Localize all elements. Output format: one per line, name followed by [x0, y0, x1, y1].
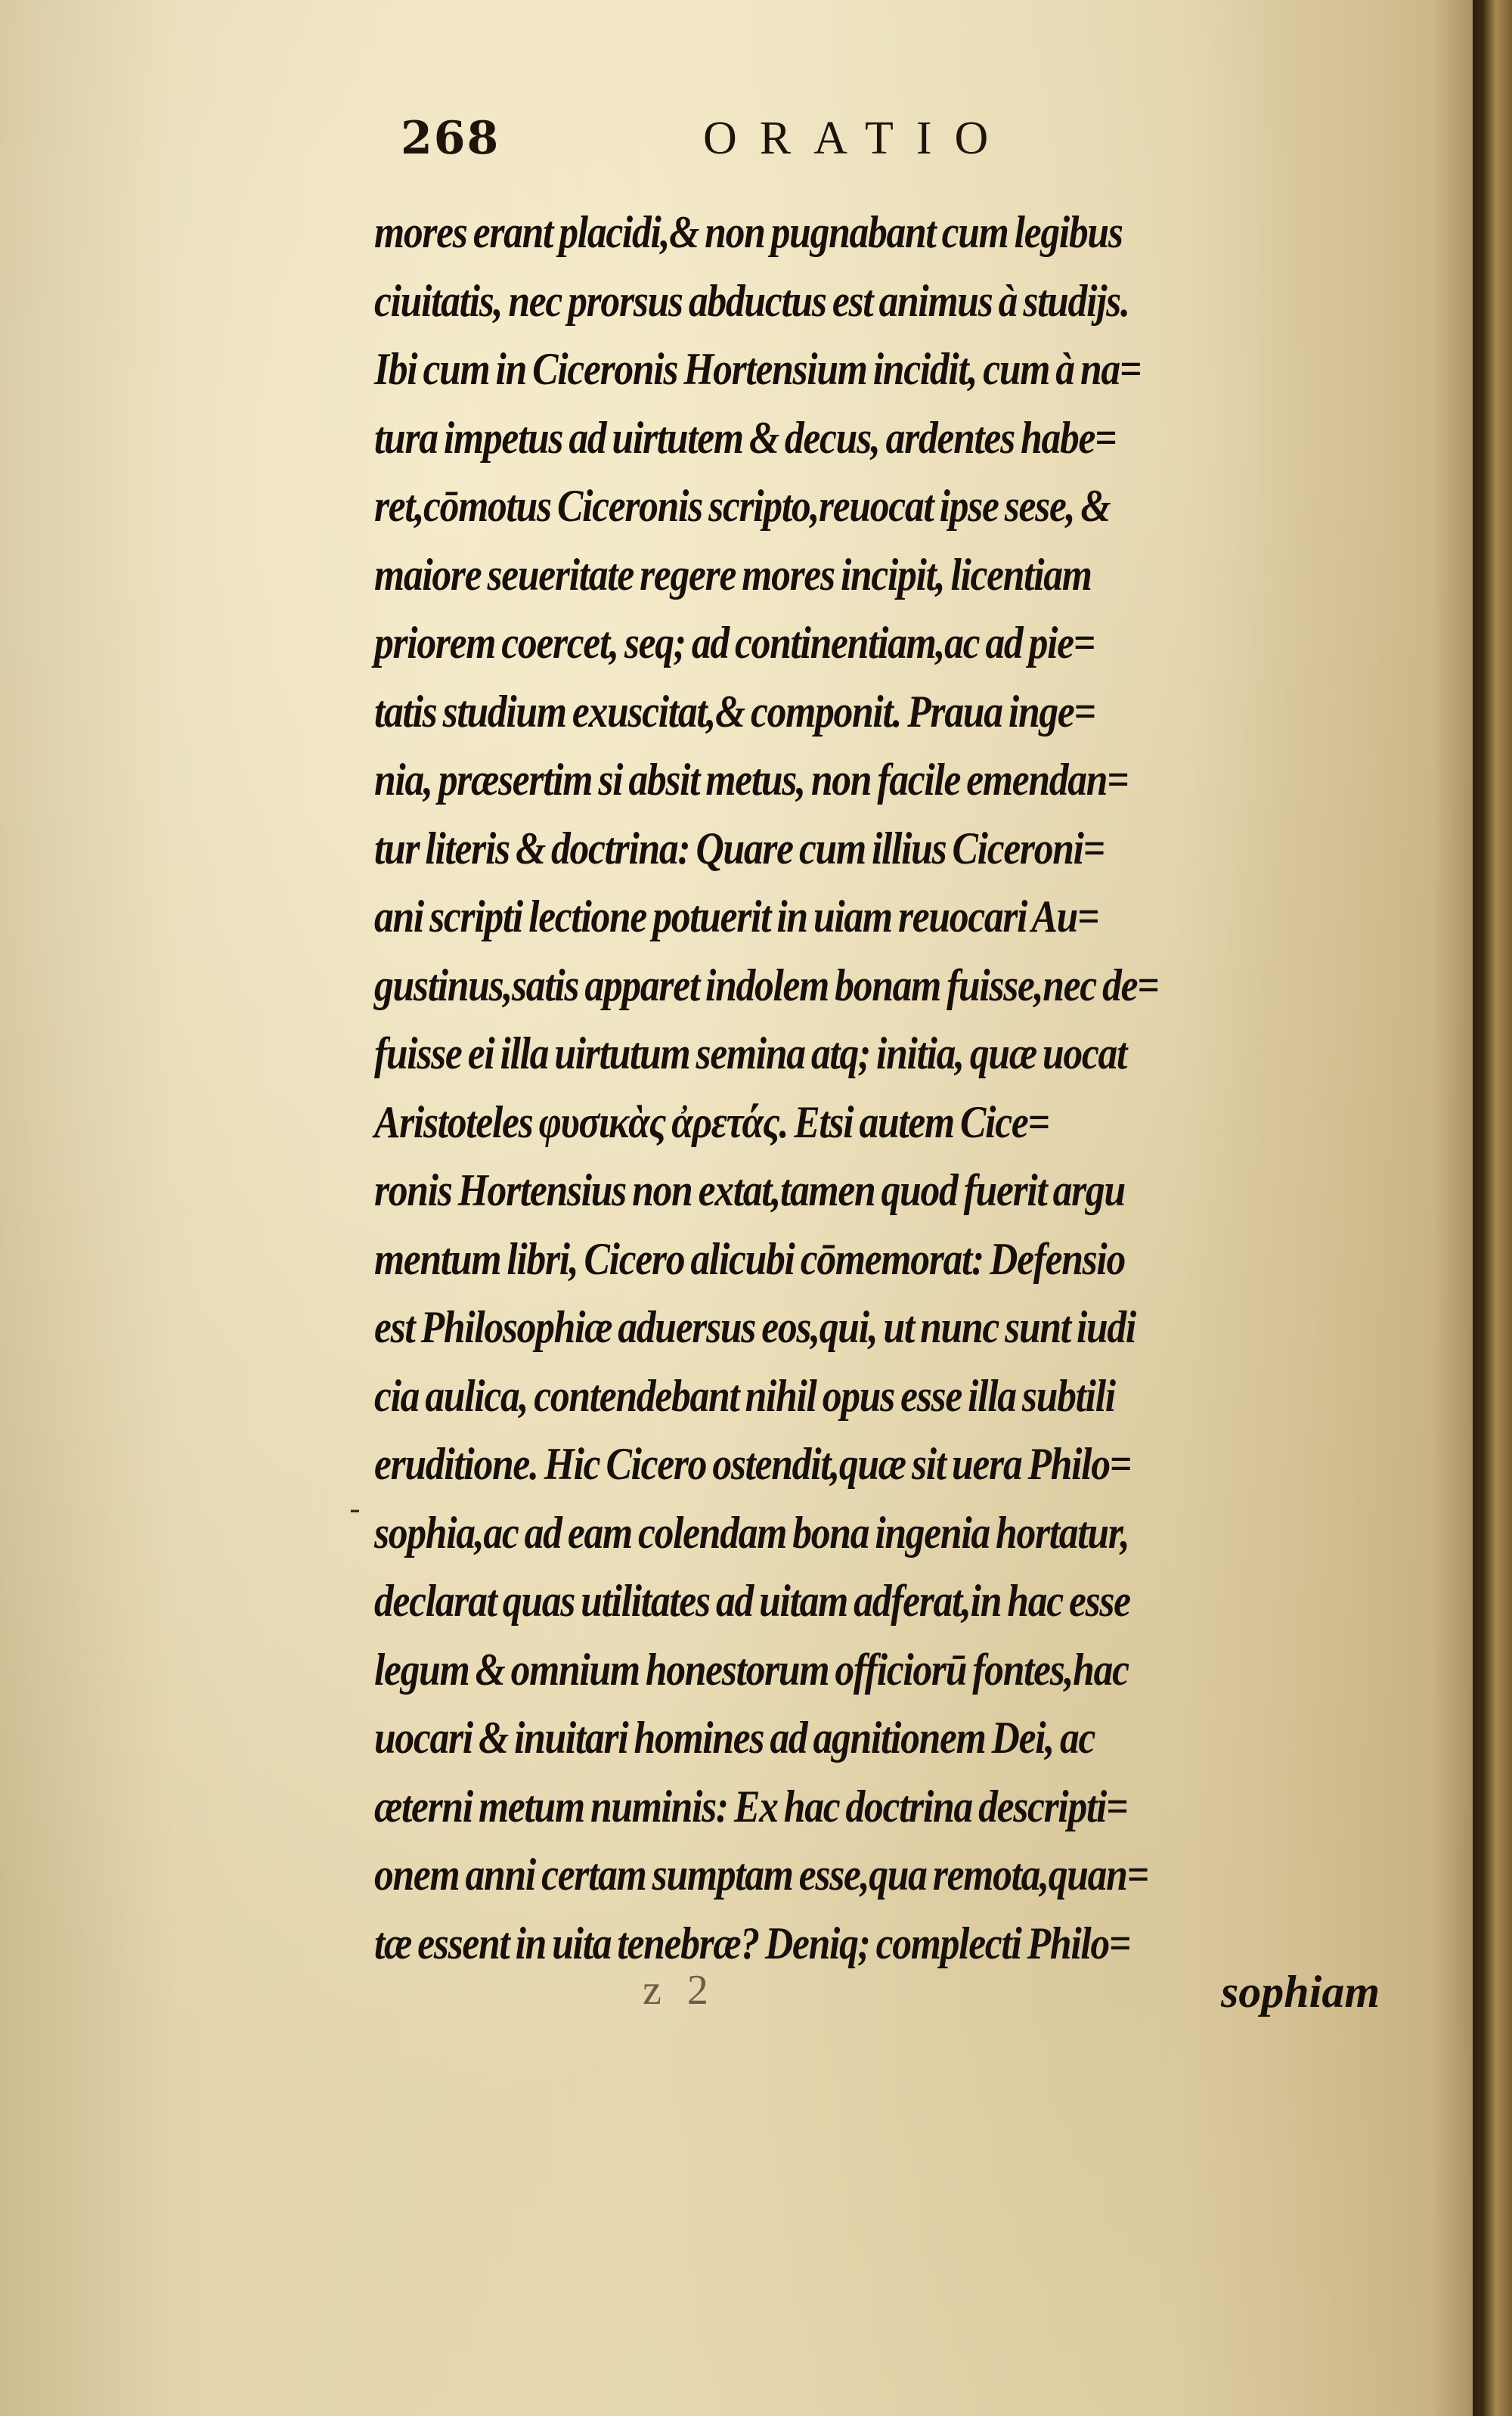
body-text — [374, 198, 1380, 1977]
text-line: mores erant placidi,& non pugnabant cum legibus — [374, 207, 1123, 257]
text-line: æterni metum numinis: Ex hac doctrina descripti= — [374, 1781, 1128, 1831]
book-gutter — [1473, 0, 1512, 2416]
text-line: ani scripti lectione potuerit in uiam reuocari Au= — [374, 892, 1099, 941]
text-line: ret,cōmotus Ciceronis scripto,reuocat ipse sese, & — [374, 481, 1111, 531]
text-line: uocari & inuitari homines ad agnitionem Dei, ac — [374, 1713, 1095, 1763]
page-header — [401, 106, 1346, 174]
text-line: tæ essent in uita tenebræ? Deniq; complecti Philo= — [374, 1918, 1131, 1968]
margin-dash: - — [349, 1490, 361, 1528]
text-line: eruditione. Hic Cicero ostendit,quæ sit uera Philo= — [374, 1439, 1131, 1489]
text-line: ronis Hortensius non extat,tamen quod fuerit argu — [374, 1165, 1125, 1215]
text-line: nia, præsertim si absit metus, non facile emendan= — [374, 755, 1129, 805]
running-title: ORATIO — [703, 113, 1012, 164]
text-line: mentum libri, Cicero alicubi cōmemorat: Defensio — [374, 1233, 1125, 1284]
text-line: declarat quas utilitates ad uitam adferat,in hac esse — [374, 1576, 1130, 1626]
text-line: fuisse ei illa uirtutum semina atq; initia, quæ uocat — [374, 1028, 1127, 1078]
signature-mark: z 2 — [643, 1967, 716, 2014]
page-footer — [374, 1959, 1380, 2027]
text-line: cia aulica, contendebant nihil opus esse illa subtili — [374, 1370, 1115, 1421]
text-line: maiore seueritate regere mores incipit, licentiam — [374, 549, 1092, 600]
text-line: Aristoteles φυσικὰς ἀρετάς. Etsi autem Cice= — [374, 1096, 1049, 1147]
text-line: onem anni certam sumptam esse,qua remota,quan= — [374, 1850, 1148, 1900]
text-line: ciuitatis, nec prorsus abductus est animus à studijs. — [374, 275, 1129, 326]
page-number: 268 — [401, 112, 500, 165]
text-line: priorem coercet, seq; ad continentiam,ac ad pie= — [374, 618, 1095, 668]
catchword: sophiam — [1220, 1967, 1380, 2017]
text-line: Ibi cum in Ciceronis Hortensium incidit, cum à na= — [374, 344, 1142, 394]
text-line: sophia,ac ad eam colendam bona ingenia hortatur, — [374, 1507, 1129, 1558]
text-line: est Philosophiæ aduersus eos,qui, ut nunc sunt iudi — [374, 1302, 1136, 1352]
text-line: tur literis & doctrina: Quare cum illius Ciceroni= — [374, 823, 1105, 873]
spine-shadow — [1433, 0, 1474, 2416]
text-line: tura impetus ad uirtutem & decus, ardentes habe= — [374, 412, 1117, 463]
text-line: tatis studium exuscitat,& componit. Praua inge= — [374, 686, 1095, 737]
text-line: gustinus,satis apparet indolem bonam fuisse,nec de= — [374, 960, 1159, 1010]
text-line: legum & omnium honestorum officiorū fontes,hac — [374, 1644, 1129, 1695]
